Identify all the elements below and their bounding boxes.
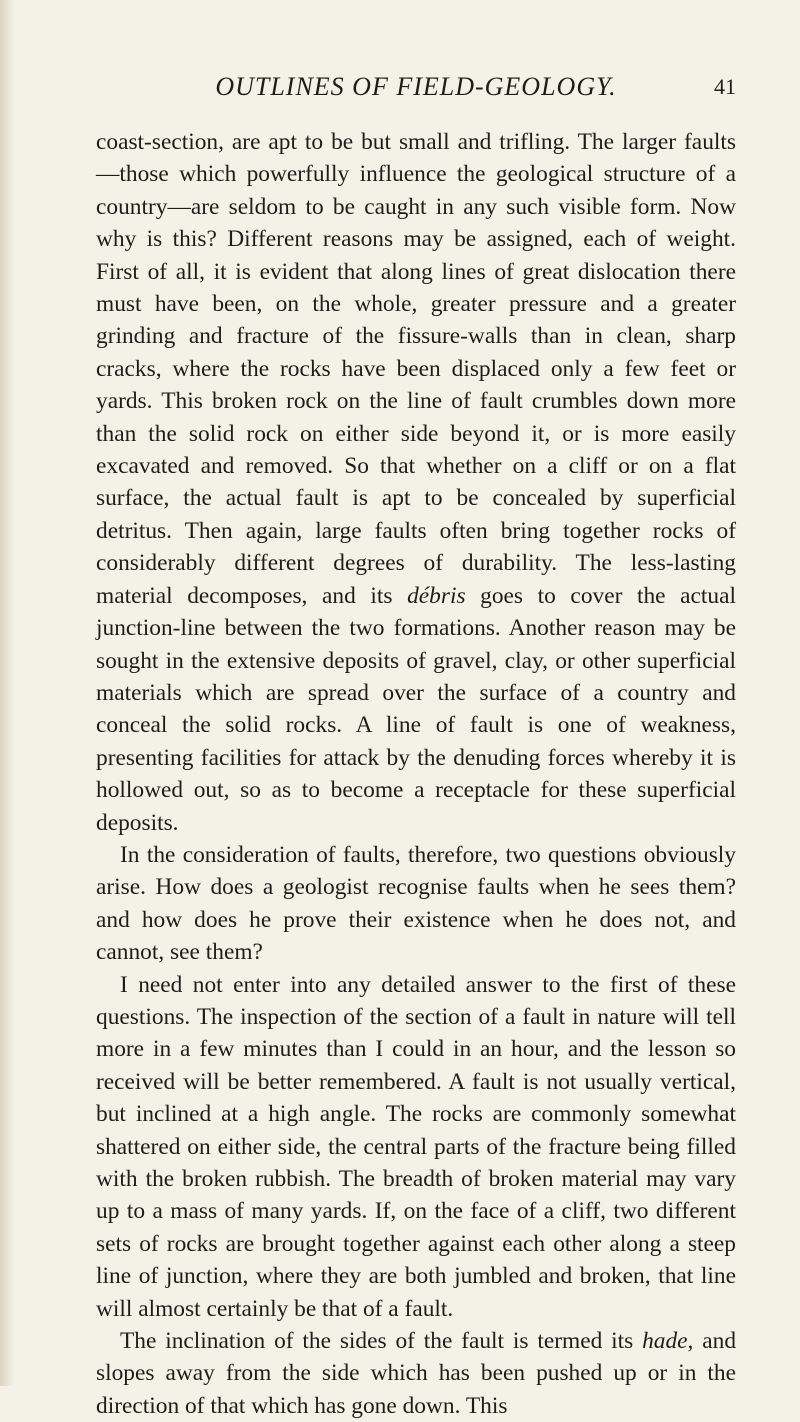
paragraph-4-text-b: , and slopes away from the side which has been pushed up or in the direction of that which has gone down. This (96, 1328, 737, 1419)
running-head (96, 72, 736, 112)
page-number: 41 (714, 74, 736, 99)
paragraph-1-text-b: goes to cover the actual junction-line between the two formations. Another reason may be sought in the extensive deposits of gravel, clay, or other superficial materials which are spread over the surface of a country and conceal the solid rocks. A line of fault is one of weakness, presenting facilities for attack by the denuding forces whereby it is hollowed out, so as to become a receptacle for these superficial deposits. (96, 582, 736, 836)
paragraph-1 (96, 126, 736, 839)
paragraph-4-text-a: The inclination of the sides of the fault is termed its (120, 1328, 643, 1355)
running-title: OUTLINES OF FIELD-GEOLOGY. (215, 72, 617, 101)
paragraph-3 (96, 969, 736, 1325)
paragraph-1-italic-debris: débris (407, 582, 466, 609)
paragraph-2-text: In the consideration of faults, therefore, two questions obviously arise. How does a geologist recognise faults when he sees them? and how does he prove their existence when he does not, and cannot, see them? (96, 841, 736, 966)
paragraph-4 (96, 1325, 736, 1422)
paragraph-4-italic-hade: hade (642, 1328, 688, 1355)
body-text (96, 126, 736, 1422)
paragraph-3-text: I need not enter into any detailed answer to the first of these questions. The inspection of the section of a fault in nature will tell more in a few minutes than I could in an hour, and the lesson so received will be better remembered. A fault is not usually vertical, but inclined at a high angle. The rocks are commonly somewhat shattered on either side, the central parts of the fracture being filled with the broken rubbish. The breadth of broken material may vary up to a mass of many yards. If, on the face of a cliff, two different sets of rocks are brought together against each other along a steep line of junction, where they are both jumbled and broken, that line will almost certainly be that of a fault. (96, 971, 736, 1322)
paragraph-1-text-a: coast-section, are apt to be but small and trifling. The larger faults—those which powerfully influence the geological structure of a country—are seldom to be caught in any such visible form. Now why is this? Different reasons may be assigned, each of weight. First of all, it is evident that along lines of great dislocation there must have been, on the whole, greater pressure and a greater grinding and fracture of the fissure-walls than in clean, sharp cracks, where the rocks have been displaced only a few feet or yards. This broken rock on the line of fault crumbles down more than the solid rock on either side beyond it, or is more easily excavated and removed. So that whether on a cliff or on a flat surface, the actual fault is apt to be concealed by superficial detritus. Then again, large faults often bring together rocks of considerably different degrees of durability. The less-lasting material decomposes, and its (96, 129, 736, 609)
paragraph-2 (96, 839, 736, 969)
